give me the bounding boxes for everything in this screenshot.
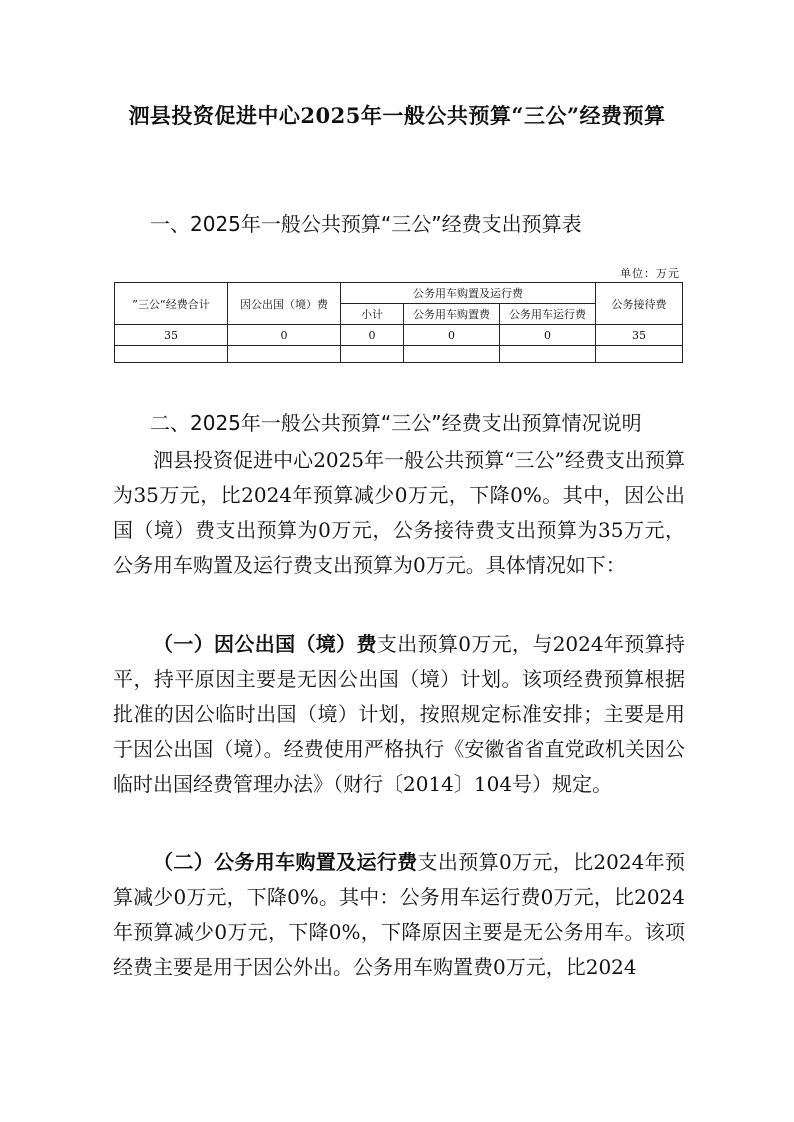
section-2-heading: 二、2025年一般公共预算“三公”经费支出预算情况说明 (150, 411, 642, 435)
header-vehicle-operation: 公务用车运行费 (500, 304, 596, 325)
cell-abroad: 0 (228, 325, 341, 346)
table-row (115, 325, 683, 346)
cell-vehicle-purchase: 0 (404, 325, 500, 346)
paragraph-vehicle (113, 845, 685, 985)
blank-cell (228, 346, 341, 363)
header-vehicle-purchase: 公务用车购置费 (404, 304, 500, 325)
header-abroad: 因公出国（境）费 (228, 283, 341, 325)
table-header-row (115, 283, 683, 304)
blank-cell (341, 346, 404, 363)
cell-subtotal: 0 (341, 325, 404, 346)
header-reception: 公务接待费 (596, 283, 683, 325)
blank-cell (404, 346, 500, 363)
section-1-heading: 一、2025年一般公共预算“三公”经费支出预算表 (150, 212, 582, 236)
document-title: 泗县投资促进中心2025年一般公共预算“三公”经费预算 (128, 103, 666, 128)
blank-cell (596, 346, 683, 363)
paragraph-abroad-lead: （一）因公出国（境）费 (153, 632, 377, 656)
header-subtotal: 小计 (341, 304, 404, 325)
header-vehicle-group: 公务用车购置及运行费 (341, 283, 596, 304)
paragraph-abroad-text: 支出预算0万元，与2024年预算持平，持平原因主要是无因公出国（境）计划。该项经费预算根据批准的因公临时出国（境）计划，按照规定标准安排；主要是用于因公出国（境）。经费使用严格执行《安徽省省直党政机关因公临时出国经费管理办法》（财行〔2014〕104号）规定。 (113, 632, 686, 796)
paragraph-summary: 泗县投资促进中心2025年一般公共预算“三公”经费支出预算为35万元，比2024年预算减少0万元，下降0%。其中，因公出国（境）费支出预算为0万元，公务接待费支出预算为35万元，公务用车购置及运行费支出预算为0万元。具体情况如下： (113, 448, 685, 577)
paragraph-vehicle-text: 支出预算0万元，比2024年预算减少0万元，下降0%。其中：公务用车运行费0万元，比2024年预算减少0万元，下降0%，下降原因主要是无公务用车。该项经费主要是用于因公外出。公务用车购置费0万元，比2024 (113, 850, 686, 979)
unit-label: 单位：万元 (620, 267, 680, 280)
table-blank-row (115, 346, 683, 363)
paragraph-vehicle-lead: （二）公务用车购置及运行费 (153, 850, 418, 874)
budget-table (114, 282, 683, 363)
cell-total: 35 (115, 325, 228, 346)
cell-vehicle-operation: 0 (500, 325, 596, 346)
paragraph-abroad (113, 627, 685, 802)
header-total: ”三公“经费合计 (115, 283, 228, 325)
blank-cell (500, 346, 596, 363)
blank-cell (115, 346, 228, 363)
cell-reception: 35 (596, 325, 683, 346)
